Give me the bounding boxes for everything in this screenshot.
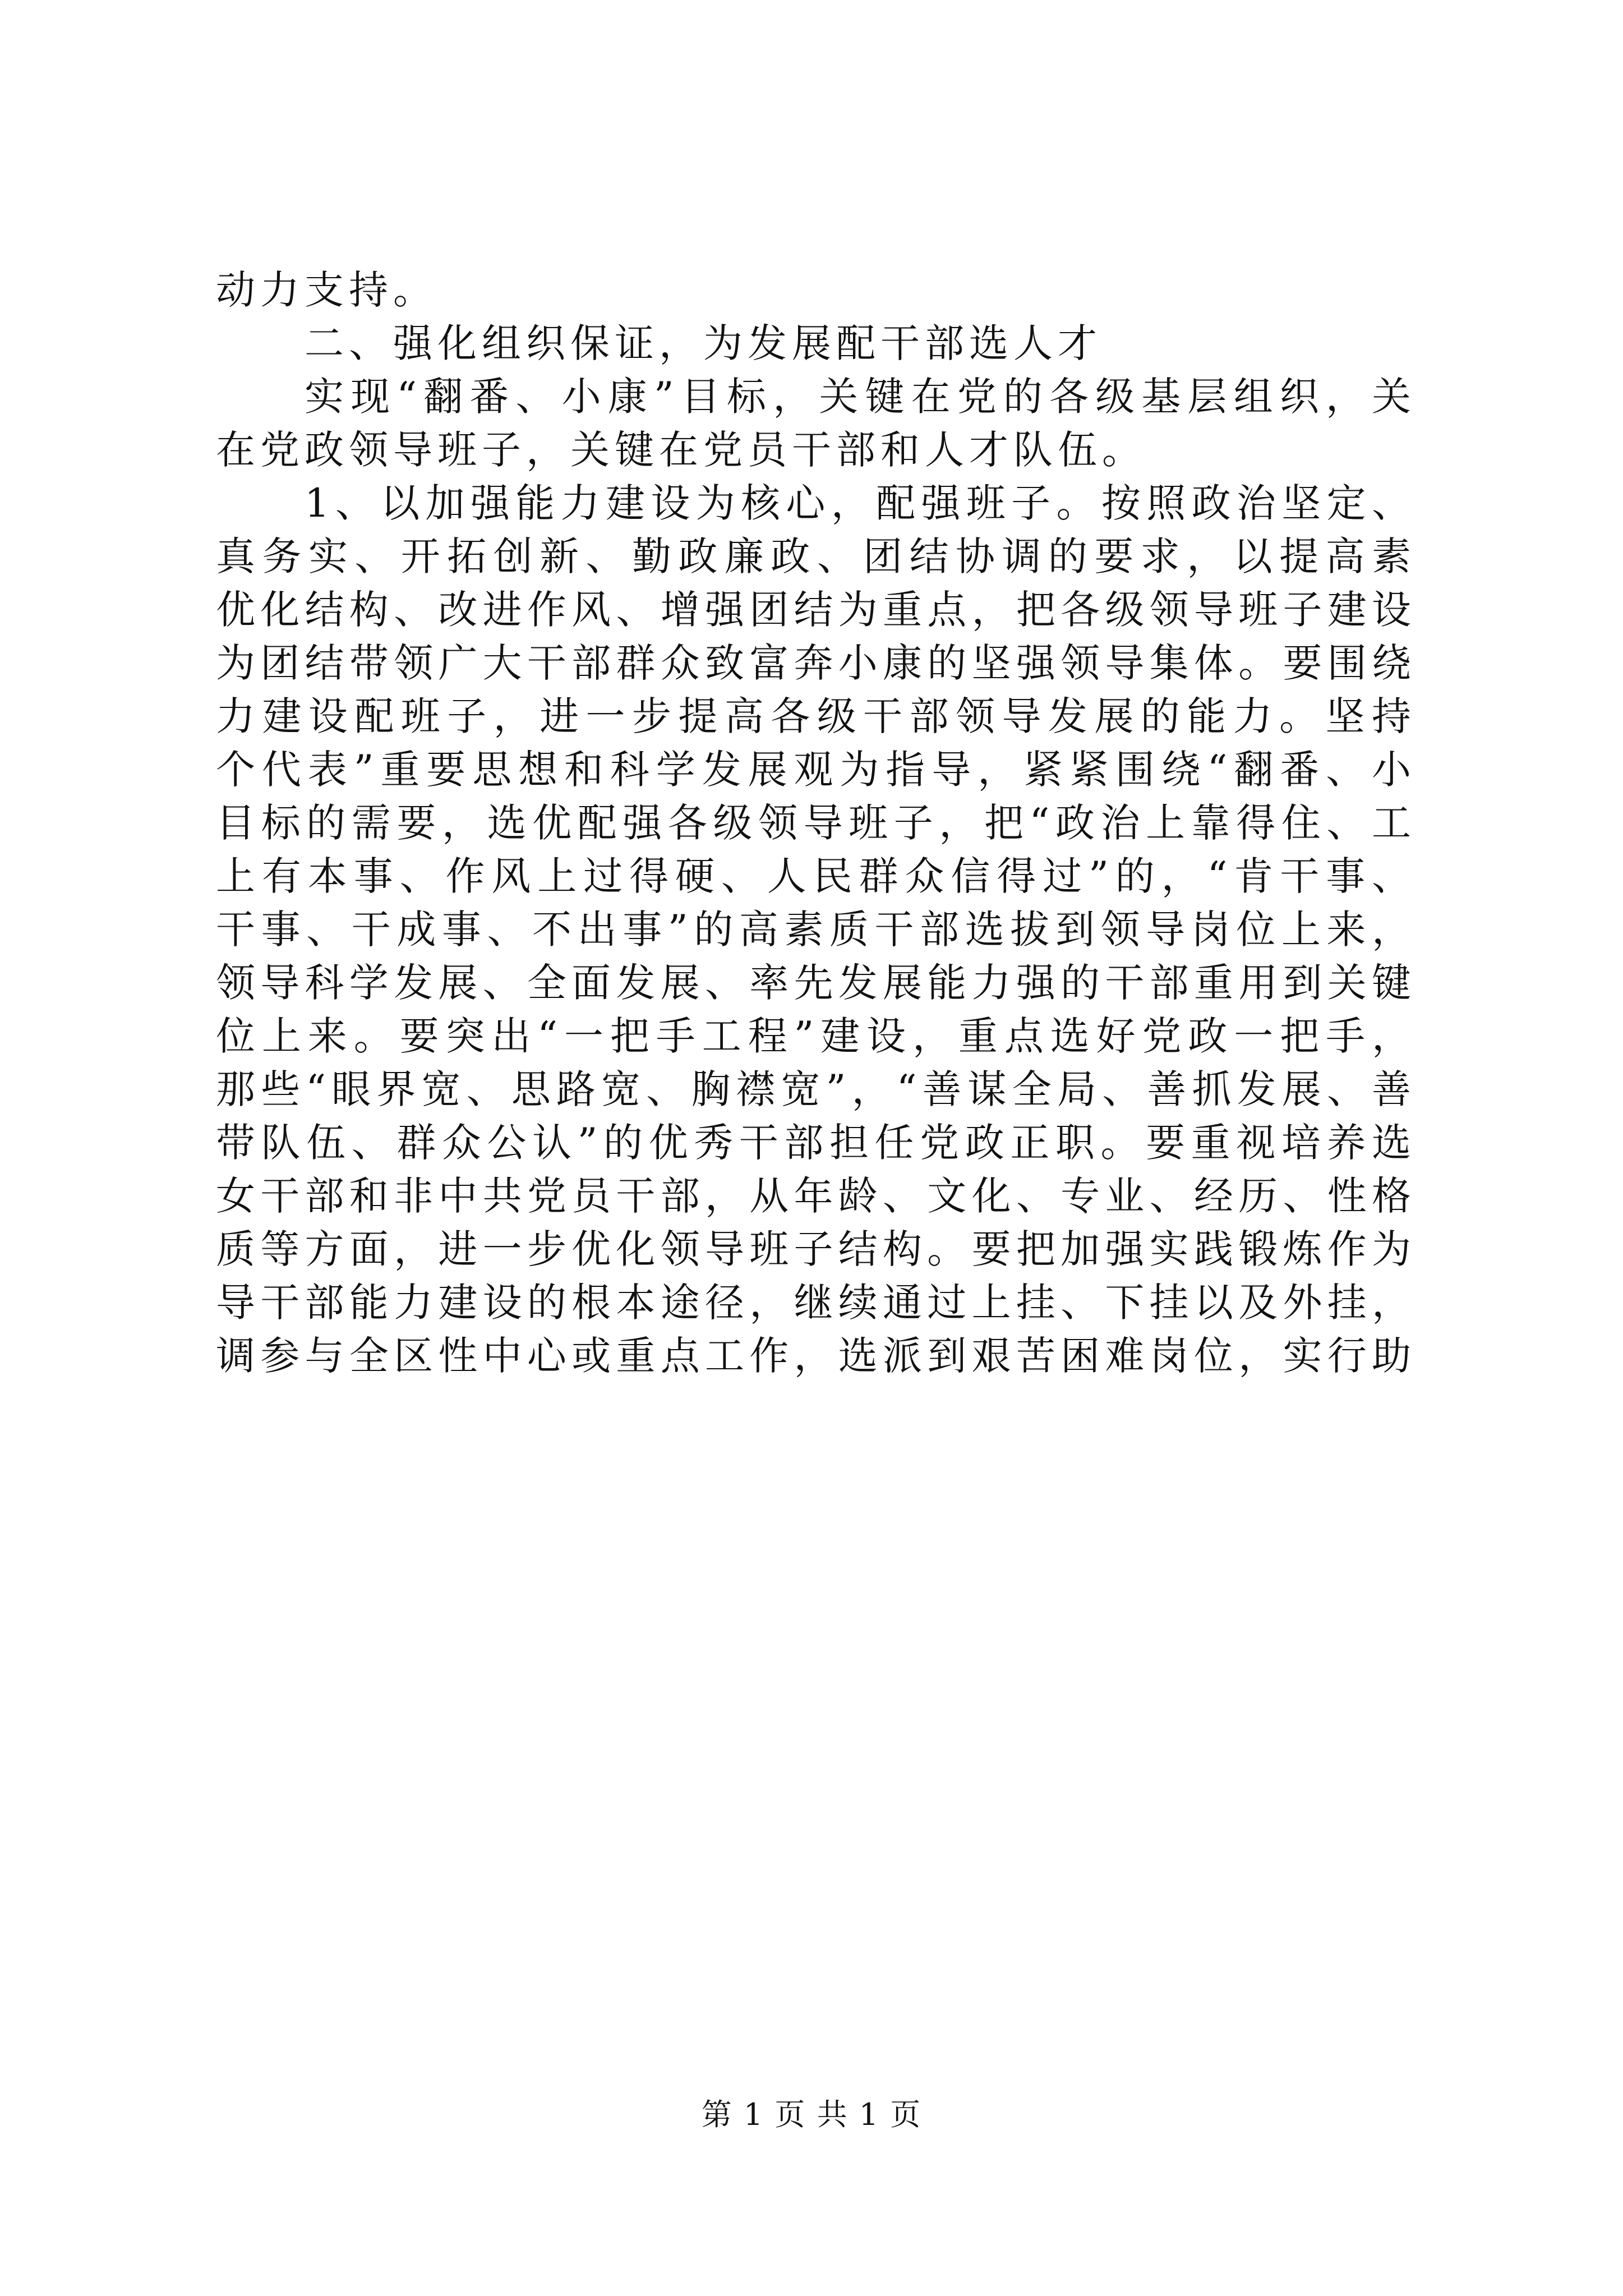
page-footer: 第 1 页 共 1 页 [701,2097,922,2132]
text-line: 二、强化组织保证，为发展配干部选人才 [305,320,1102,366]
text-line: 在党政领导班子，关键在党员干部和人才队伍。 [216,427,1146,473]
paragraph [216,370,1416,477]
text-line: 女干部和非中共党员干部，从年龄、文化、专业、经历、性格 [216,1173,1416,1219]
text-line: 导干部能力建设的根本途径，继续通过上挂、下挂以及外挂， [216,1280,1416,1326]
text-line: 实现“翻番、小康”目标，关键在党的各级基层组织，关 [305,374,1416,420]
text-line: 目标的需要，选优配强各级领导班子，把“政治上靠得住、工 [216,800,1416,846]
paragraph [216,264,1416,317]
text-line: 质等方面，进一步优化领导班子结构。要把加强实践锻炼作为 [216,1226,1416,1272]
text-line: 动力支持。 [216,267,437,313]
document-body [216,264,1416,1383]
text-line: 带队伍、群众公认”的优秀干部担任党政正职。要重视培养选 [216,1120,1416,1166]
text-line: 位上来。要突出“一把手工程”建设，重点选好党政一把手， [216,1013,1416,1059]
text-line: 1、以加强能力建设为核心，配强班子。按照政治坚定、 [305,480,1416,526]
paragraph [216,317,1416,370]
text-line: 干事、干成事、不出事”的高素质干部选拔到领导岗位上来， [216,907,1416,953]
text-line: 个代表”重要思想和科学发展观为指导，紧紧围绕“翻番、小 [216,747,1416,793]
text-line: 优化结构、改进作风、增强团结为重点，把各级领导班子建设 [216,587,1416,633]
text-line: 力建设配班子，进一步提高各级干部领导发展的能力。坚持 [216,693,1416,739]
text-line: 那些“眼界宽、思路宽、胸襟宽”，“善谋全局、善抓发展、善 [216,1066,1416,1112]
text-line: 领导科学发展、全面发展、率先发展能力强的干部重用到关键 [216,960,1416,1006]
paragraph [216,477,1416,1383]
text-line: 上有本事、作风上过得硬、人民群众信得过”的，“肯干事、 [216,853,1416,899]
text-line: 真务实、开拓创新、勤政廉政、团结协调的要求，以提高素 [216,533,1416,579]
text-line: 为团结带领广大干部群众致富奔小康的坚强领导集体。要围绕 [216,640,1416,686]
text-line: 调参与全区性中心或重点工作，选派到艰苦困难岗位，实行助 [216,1333,1416,1379]
